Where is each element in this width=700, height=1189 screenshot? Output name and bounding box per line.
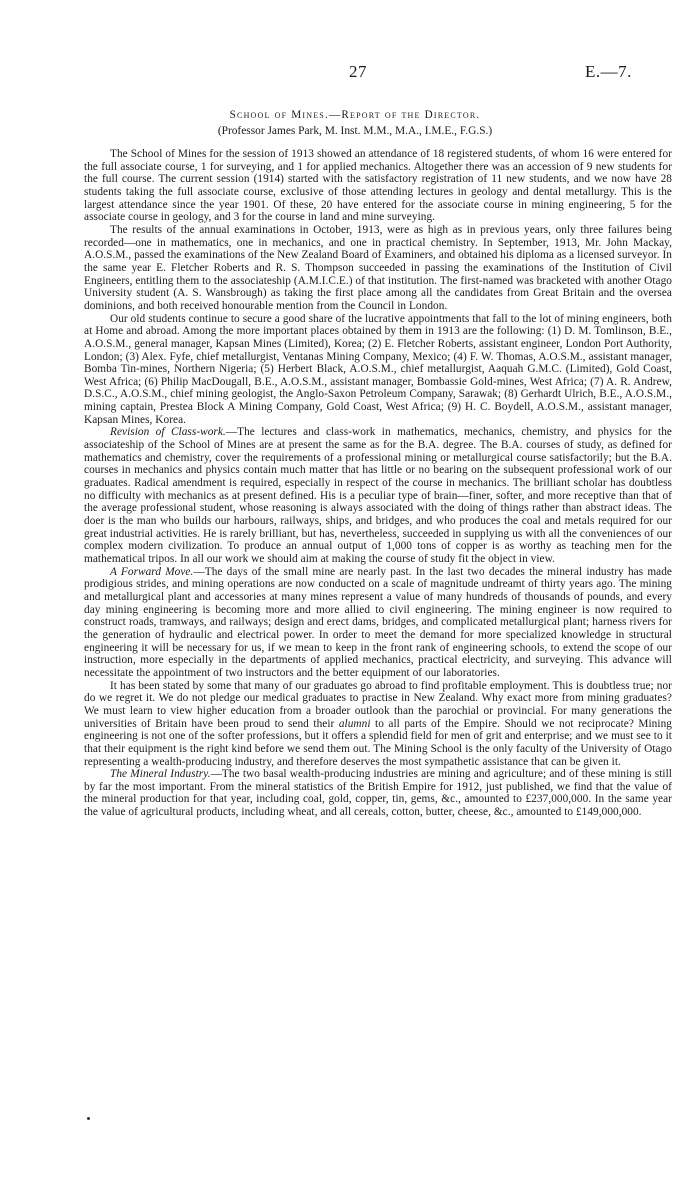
document-reference: E.—7.	[585, 62, 632, 81]
paragraph-mineral-industry	[84, 768, 672, 819]
paragraph-forward-move	[84, 566, 672, 680]
word-alumni: alumni	[338, 717, 371, 730]
paragraph-text-mineral-industry: —The two basal wealth-producing industries are mining and agriculture; and of these mining is still by far the most important. From the mineral statistics of the British Empire for 1912, just published, we find that the value of the mineral production for that year, including coal, gold, copper, tin, gems, &c., amounted to £237,000,000. In the same year the value of agricultural products, including wheat, and all cereals, cotton, butter, cheese, &c., amounted to £149,000,000.	[84, 768, 672, 819]
paragraph-text-graduates-b: to all parts of the Empire. Should we not reciprocate? Mining engineering is not one of the softer professions, but it offers a splendid field for men of grit and enterprise; and we must see to it that their equipment is the right kind before we send them out. The Mining School is the only faculty of the University of Otago representing a wealth-producing industry, and therefore deserves the most sympathetic assistance that can be given it.	[84, 717, 672, 768]
paragraph-revision-of-class-work	[84, 426, 672, 565]
paragraph-text-revision: —The lectures and class-work in mathematics, mechanics, chemistry, and physics for the associateship of the School of Mines are at present the same as for the B.A. degree. The B.A. courses of study, as defined for mathematics and chemistry, cover the requirements of a professional mining or metallurgical course satisfactorily; but the B.A. courses in mechanics and physics contain much matter that has little or no bearing on the subsequent professional work of our graduates. Radical amendment is required, especially in respect of the course in mechanics. The brilliant scholar has doubtless no difficulty with mechanics as at present defined. His is a peculiar type of brain—finer, softer, and more receptive than that of the average professional student, whose reasoning is always associated with the doing of things rather than abstract ideas. The doer is the man who builds our harbours, railways, ships, and bridges, and who produces the coal and metals required for our great industrial activities. He is rarely brilliant, but has, nevertheless, succeeded in supplying us with all the conveniences of our complex modern civilization. To produce an annual output of 1,000 tons of copper is as worthy as teaching men for the mathematical tripos. In all our work we should aim at making the course of study fit the object in view.	[84, 426, 672, 565]
paragraph-text-forward-move: —The days of the small mine are nearly past. In the last two decades the mineral industry has made prodigious strides, and mining operations are now conducted on a scale of magnitude undreamt of thirty years ago. The mining and metallurgical plant and accessories at many mines represent a value of many hundreds of thousands of pounds, and every day mining engineering is becoming more and more allied to civil engineering. The mining engineer is now required to construct roads, tramways, and railways; design and erect dams, bridges, and complicated metallurgical plant; harness rivers for the generation of hydraulic and electrical power. In order to meet the demand for more specialized knowledge in structural engineering it will be necessary for us, if we mean to keep in the front rank of engineering schools, to extend the scope of our instruction, more especially in the departments of applied mechanics, practical electricity, and surveying. This advance will necessitate the appointment of two instructors and the better equipment of our laboratories.	[84, 565, 672, 679]
ink-speck	[87, 1117, 90, 1120]
section-heading-revision: Revision of Class-work.	[110, 426, 226, 439]
paragraph-text-graduates-a: It has been stated by some that many of our graduates go abroad to find profitable employment. This is doubtless true; nor do we regret it. We do not pledge our medical graduates to practise in New Zealand. Why exact more from mining graduates? We must learn to view higher education from a broader outlook than the parochial or provincial. For many generations the universities of Britain have been proud to send their	[84, 679, 672, 730]
report-body	[84, 148, 672, 819]
page-number: 27	[349, 62, 367, 81]
report-title: School of Mines.—Report of the Director.	[229, 109, 481, 121]
paragraph-graduates-abroad	[84, 680, 672, 769]
report-author: (Professor James Park, M. Inst. M.M., M.A., I.M.E., F.G.S.)	[217, 125, 493, 137]
paragraph-appointments: Our old students continue to secure a good share of the lucrative appointments that fall to the lot of mining engineers, both at Home and abroad. Among the more important places obtained by them in 1913 are the following: (1) D. M. Tomlinson, B.E., A.O.S.M., general manager, Kapsan Mines (Limited), Korea; (2) E. Fletcher Roberts, assistant engineer, London Port Authority, London; (3) Alex. Fyfe, chief metallurgist, Ventanas Mining Company, Mexico; (4) F. W. Thomas, A.O.S.M., assistant manager, Bomba Tin-mines, Northern Nigeria; (5) Herbert Black, A.O.S.M., chief metallurgist, Aaquah G.M.C. (Limited), Gold Coast, West Africa; (6) Philip MacDougall, B.E., A.O.S.M., assistant manager, Bombassie Gold-mines, West Africa; (7) A. R. Andrew, D.S.C., A.O.S.M., chief mining geologist, the Anglo-Saxon Petroleum Company, Sarawak; (8) Gerhardt Ulrich, B.E., A.O.S.M., mining captain, Prestea Block A Mining Company, Gold Coast, West Africa; (9) H. C. Boydell, A.O.S.M., assistant manager, Kapsan Mines, Korea.	[84, 312, 672, 426]
paragraph-attendance: The School of Mines for the session of 1913 showed an attendance of 18 registered students, of whom 16 were entered for the full associate course, 1 for surveying, and 1 for applied mechanics. Altogether there was an accession of 9 new students for the full course. The current session (1914) started with the satisfactory registration of 11 new students, and we now have 28 students taking the full associate course, exclusive of those attending lectures in geology and dental metallurgy. This is the largest attendance since the year 1901. Of these, 20 have entered for the associate course in mining engineering, 5 for the associate course in geology, and 3 for the course in land and mine surveying.	[84, 148, 672, 224]
paragraph-examinations: The results of the annual examinations in October, 1913, were as high as in previous years, only three failures being recorded—one in mathematics, one in mechanics, and one in practical chemistry. In September, 1913, Mr. John Mackay, A.O.S.M., passed the examinations of the New Zealand Board of Examiners, and obtained his diploma as a licensed surveyor. In the same year E. Fletcher Roberts and R. S. Thompson succeeded in passing the examinations of the Institution of Civil Engineers, entitling them to the associateship (A.M.I.C.E.) of that institution. The first-named was bracketed with another Otago University student (A. S. Wansbrough) as taking the first place among all the candidates from Great Britain and the oversea dominions, and both received honourable mention from the Council in London.	[84, 223, 672, 312]
section-heading-forward-move: A Forward Move.	[110, 565, 194, 578]
section-heading-mineral-industry: The Mineral Industry.	[110, 768, 211, 781]
